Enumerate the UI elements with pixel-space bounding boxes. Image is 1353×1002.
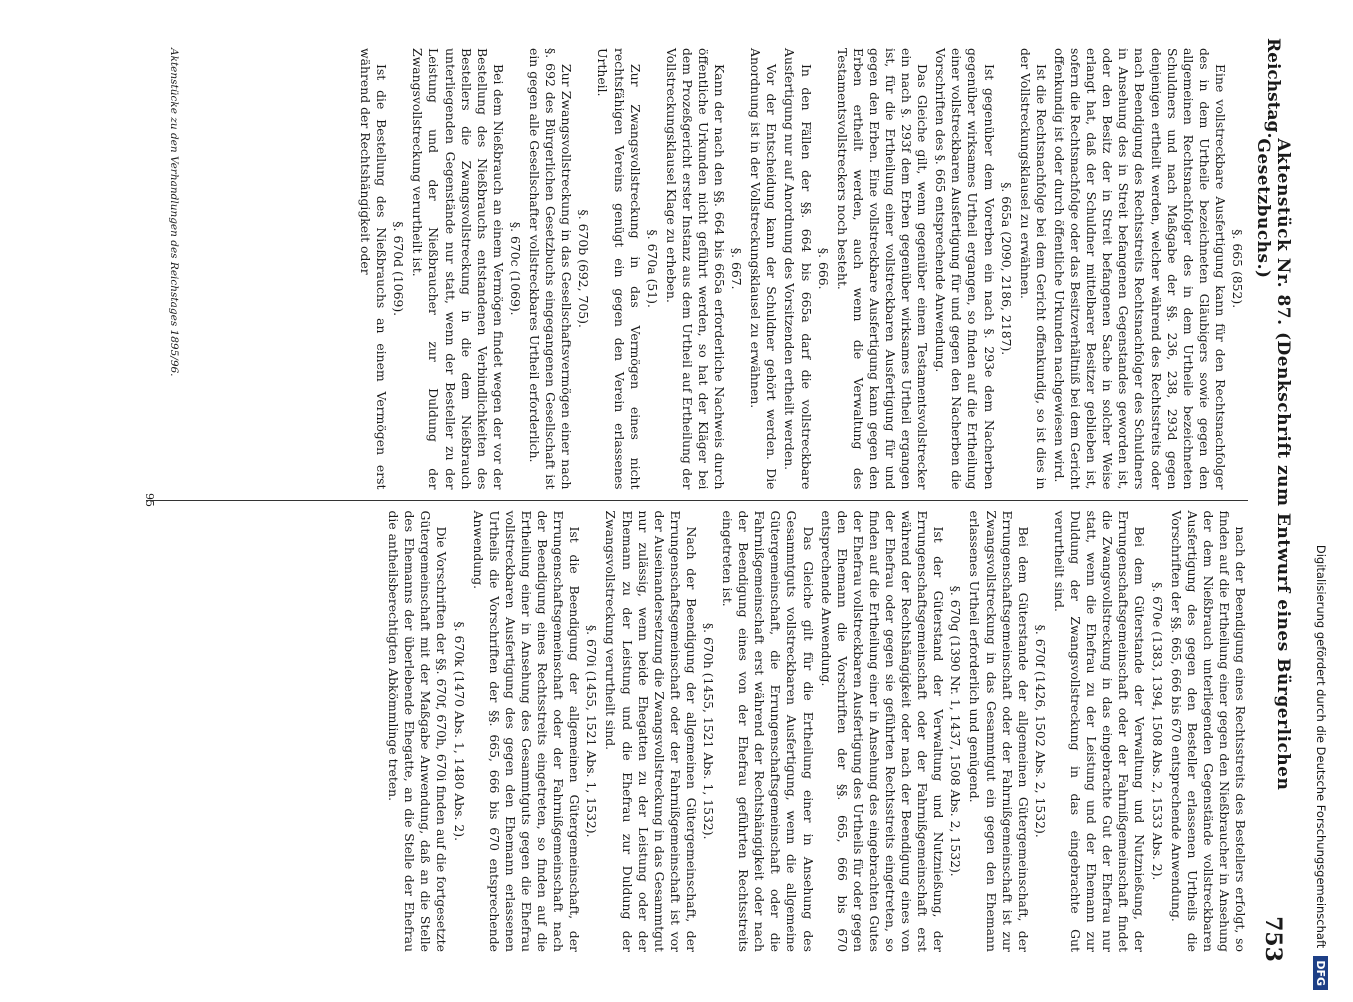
section-heading: §. 670d (1069). xyxy=(391,221,407,317)
section-heading: §. 670a (51). xyxy=(644,229,660,308)
running-head xyxy=(1253,38,1293,962)
dfg-logo: DFG xyxy=(1314,956,1329,990)
paragraph: Die Vorschriften der §§. 670f, 670h, 670i finden auf die fortgesetzte Gütergemeinschaft mit der Maßgabe Anwendung, daß an die Stelle des Ehemanns der überlebende Ehegatte, an die Stelle der Ehefrau die antheilsberechtigten Abkömmlinge treten. xyxy=(386,510,450,952)
section-heading: §. 670h (1455, 1521 Abs. 1, 1532). xyxy=(701,622,716,840)
section-heading: §. 667. xyxy=(729,247,745,290)
paragraph: Vor der Entscheidung kann der Schuldner gehört werden. Die Anordnung ist in der Vollstreckungsklausel zu erwähnen. xyxy=(748,48,780,490)
paragraph: Ist gegenüber dem Vorerben ein nach §. 293e dem Nacherben gegenüber wirksames Urtheil ergangen, so finden auf die Ertheilung einer vollstreckbaren Ausfertigung für und gegen den Nacherben die Vorschriften des §. 665 entsprechende Anwendung. xyxy=(933,48,997,490)
section-heading: §. 670b (692, 705). xyxy=(576,209,592,328)
paragraph: Ist der Güterstand der Verwaltung und Nutznießung, der Errungenschaftsgemeinschaft oder der Fahrnißgemeinschaft erst während der Rechtshängigkeit oder nach der Beendigung eines von der Ehefrau oder gegen sie geführten Rechtsstreits eingetreten, so finden auf die Ertheilung einer in Ansehung des eingebrachten Gutes der Ehefrau vollstreckbaren Ausfertigung des Urtheils für oder gegen den Ehemann die Vorschriften der §§. 665, 666 bis 670 entsprechende Anwendung. xyxy=(818,510,947,952)
section-heading: §. 670i (1455, 1521 Abs. 1, 1532). xyxy=(584,624,600,838)
left-column xyxy=(146,38,1248,501)
paragraph: Ist die Beendigung der allgemeinen Gütergemeinschaft, der Errungenschaftsgemeinschaft oder der Fahrnißgemeinschaft nach der Beendigung eines Rechtsstreits eingetreten, so finden auf die Ertheilung einer in Ansehung des Gesammtguts gegen die Ehefrau vollstreckbaren Ausfertigung des gegen den Ehemann erlassenen Urtheils die Vorschriften der §§. 665, 666 bis 670 entsprechende Anwendung. xyxy=(470,510,583,952)
paragraph: Nach der Beendigung der allgemeinen Gütergemeinschaft, der Errungenschaftsgemeinschaft oder der Fahrnißgemeinschaft ist vor der Auseinandersetzung die Zwangsvollstreckung in das Gesammtgut nur zulässig, wenn beide Ehegatten zu der Leistung oder der Ehemann zu der Leistung und die Ehefrau zur Duldung der Zwangsvollstreckung verurtheilt sind. xyxy=(603,510,699,952)
paragraph: Ist die Bestellung des Nießbrauchs an einem Vermögen erst während der Rechtshängigkeit oder xyxy=(358,48,390,490)
page-number: 753 xyxy=(1260,916,1286,962)
text-columns xyxy=(146,38,1248,962)
digitization-note: Digitalisierung gefördert durch die Deutsche Forschungsgemeinschaft xyxy=(1314,544,1328,949)
paragraph: Ist die Rechtsnachfolge bei dem Gericht offenkundig, so ist dies in der Vollstreckungsklausel zu erwähnen. xyxy=(1017,48,1049,490)
paragraph: Das Gleiche gilt, wenn gegenüber einem Testamentsvollstrecker ein nach §. 293f dem Erben gegenüber wirksames Urtheil ergangen ist, für die Ertheilung einer vollstreckbaren Ausfertigung für und gegen den Erben. Eine vollstreckbare Ausfertigung kann gegen den Erben ertheilt werden, auch wenn die Verwaltung des Testamentsvollstreckers noch besteht. xyxy=(834,48,931,490)
paragraph: Bei dem Nießbrauch an einem Vermögen findet wegen der vor der Bestellung des Nießbrauchs entstandenen Verbindlichkeiten des Bestellers die Zwangsvollstreckung in die dem Nießbrauch unterliegenden Gegenstände nur statt, wenn der Besteller zu der Leistung und der Nießbraucher zur Duldung der Zwangsvollstreckung verurtheilt ist. xyxy=(410,48,506,490)
section-heading: §. 670k (1470 Abs. 1, 1480 Abs. 2). xyxy=(451,621,467,842)
section-heading: §. 666. xyxy=(815,247,831,290)
paragraph: nach der Beendigung eines Rechtsstreits des Bestellers erfolgt, so finden auf die Ertheilung einer gegen den Nießbraucher in Ansehung der dem Nießbrauch unterliegenden Gegenstände vollstreckbaren Ausfertigung des gegen den Besteller erlassenen Urtheils die Vorschriften der §§. 665, 666 bis 670 entsprechende Anwendung. xyxy=(1168,510,1248,952)
right-column xyxy=(146,501,1248,963)
header-title: Aktenstück Nr. 87. (Denkschrift zum Entwurf eines Bürgerlichen Gesetzbuchs.) xyxy=(1253,138,1293,791)
paragraph: Bei dem Güterstande der Verwaltung und Nutznießung, der Errungenschaftsgemeinschaft oder der Fahrnißgemeinschaft findet die Zwangsvollstreckung in das eingebrachte Gut der Ehefrau nur statt, wenn die Ehefrau zu der Leistung und der Ehemann zur Duldung der Zwangsvollstreckung in das eingebrachte Gut verurtheilt sind. xyxy=(1051,510,1148,952)
section-heading: §. 670c (1069). xyxy=(507,221,523,316)
section-heading: §. 670f (1426, 1502 Abs. 2, 1532). xyxy=(1032,624,1048,838)
paragraph: Zur Zwangsvollstreckung in das Vermögen eines nicht rechtsfähigen Vereins genügt ein gegen den Verein erlassenes Urtheil. xyxy=(595,48,643,490)
paragraph: Kann der nach den §§. 664 bis 665a erforderliche Nachweis durch öffentliche Urkunden nicht geführt werden, so hat der Kläger bei dem Prozeßgericht erster Instanz aus dem Urtheil auf Ertheilung der Vollstreckungsklausel Klage zu erheben. xyxy=(663,48,728,490)
paragraph: Eine vollstreckbare Ausfertigung kann für den Rechtsnachfolger des in dem Urtheile bezeichneten Gläubigers sowie gegen den allgemeinen Rechtsnachfolger des in dem Urtheile bezeichneten Schuldners und nach Maßgabe der §§. 236, 238, 293d gegen denjenigen ertheilt werden, welcher während des Rechtsstreits oder nach Beendigung des Rechtsstreits Rechtsnachfolger des Schuldners in Ansehung des in Streit befangenen Gegenstandes geworden ist, oder den Besitz der in Streit befangenen Sache in solcher Weise erlangt hat, daß der Schuldner mittelbarer Besitzer geblieben ist, sofern die Rechtsnachfolge oder das Besitzverhältniß bei dem Gericht offenkundig ist oder durch öffentliche Urkunden nachgewiesen wird. xyxy=(1051,48,1228,490)
section-heading: §. 670e (1383, 1394, 1508 Abs. 2, 1533 Abs. 2). xyxy=(1149,582,1165,881)
digitization-banner xyxy=(1310,6,1336,1002)
header-left: Reichstag. xyxy=(1263,38,1283,139)
section-heading: §. 665a (2090, 2186, 2187). xyxy=(998,182,1014,356)
paragraph: Zur Zwangsvollstreckung in das Gesellschaftsvermögen einer nach §. 692 des Bürgerlichen Gesetzbuchs eingegangenen Gesellschaft ist ein gegen alle Gesellschafter vollstreckbares Urtheil erforderlich. xyxy=(527,48,575,490)
folio: 95 xyxy=(143,493,156,507)
paragraph: Das Gleiche gilt für die Ertheilung einer in Ansehung des Gesammtguts vollstreckbaren Ausfertigung, wenn die allgemeine Gütergemeinschaft, die Errungenschaftsgemeinschaft oder die Fahrnißgemeinschaft erst während der Rechtshängigkeit oder nach der Beendigung eines von der Ehefrau geführten Rechtsstreits eingetreten ist. xyxy=(720,510,816,952)
paragraph: In den Fällen der §§. 664 bis 665a darf die vollstreckbare Ausfertigung nur auf Anordnung des Vorsitzenden ertheilt werden. xyxy=(782,48,814,490)
section-heading: §. 665 (852). xyxy=(1230,229,1245,309)
scanned-page xyxy=(66,2,1296,998)
paragraph: Bei dem Güterstande der allgemeinen Gütergemeinschaft, der Errungenschaftsgemeinschaft oder der Fahrnißgemeinschaft ist zur Zwangsvollstreckung in das Gesammtgut ein gegen den Ehemann erlassenes Urtheil erforderlich und genügend. xyxy=(967,510,1031,952)
footnote: Aktenstücke zu den Verhandlungen des Reichstages 1895/96. xyxy=(168,48,180,377)
section-heading: §. 670g (1390 Nr. 1, 1437, 1508 Abs. 2, 1532). xyxy=(948,585,964,877)
